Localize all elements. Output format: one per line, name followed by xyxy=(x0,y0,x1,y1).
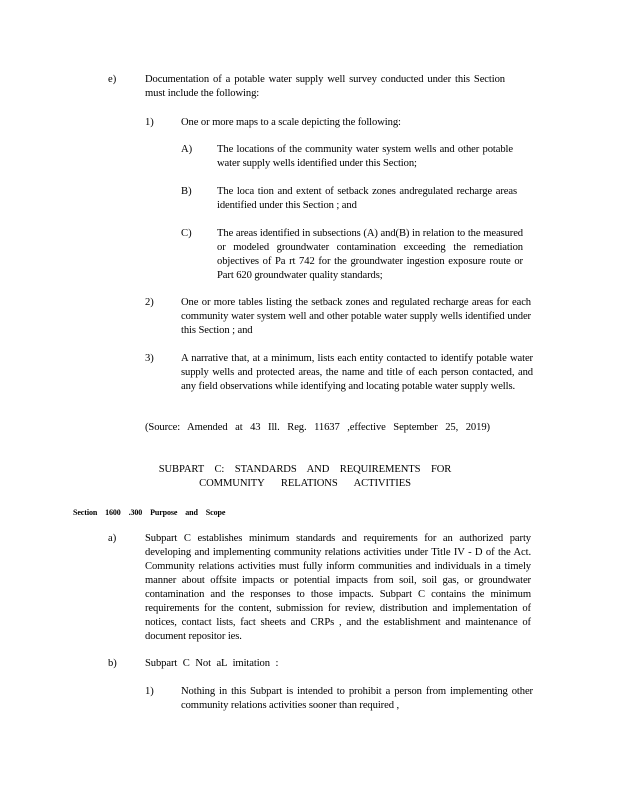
subpart-heading-line1: SUBPART C: STANDARDS AND REQUIREMENTS FOR xyxy=(158,464,452,475)
item-e3-marker: 3) xyxy=(145,353,154,364)
item-e1C-text: The areas identified in subsections (A) and(B) in relation to the measured or modeled groundwater contamination exceeding the remediation objectives of Pa rt 742 for the groundwater ingestion exposure route or Part 620 groundwater quality standards; xyxy=(217,228,523,281)
section-heading: Section 1600 .300 Purpose and Scope xyxy=(73,508,226,517)
item-b1-marker: 1) xyxy=(145,686,154,697)
item-e1A-text: The locations of the community water system wells and other potable water supply wells identified under this Section; xyxy=(217,144,513,169)
item-e3-text: A narrative that, at a minimum, lists each entity contacted to identify potable water supply wells and protected areas, the name and title of each person contacted, and any field observations while identifying and locating potable water supply wells. xyxy=(181,353,533,392)
source-note: (Source: Amended at 43 Ill. Reg. 11637 ,effective September 25, 2019) xyxy=(145,422,490,433)
item-b-text: Subpart C Not aL imitation : xyxy=(145,658,279,669)
item-e1A-marker: A) xyxy=(181,144,193,155)
item-e1B-marker: B) xyxy=(181,186,192,197)
item-b1-text: Nothing in this Subpart is intended to prohibit a person from implementing other community relations activities sooner than required , xyxy=(181,686,533,711)
item-e1-text: One or more maps to a scale depicting the following: xyxy=(181,117,401,128)
item-e1C-marker: C) xyxy=(181,228,192,239)
item-e-marker: e) xyxy=(108,74,117,85)
item-a-text: Subpart C establishes minimum standards and requirements for an authorized party developing and implementing community relations activities under Title IV - D of the Act. Community relations activities must fully inform communities and individuals in a timely manner about offsite impacts or potential impacts from soil, soil gas, or groundwater contamination and the responses to those impacts. Subpart C contains the minimum requirements for the content, submission for review, distribution and implementation of notices, contact lists, fact sheets and CRPs , and the establishment and maintenance of document repositor ies. xyxy=(145,533,531,642)
subpart-heading-line2: COMMUNITY RELATIONS ACTIVITIES xyxy=(199,478,411,489)
item-e1-marker: 1) xyxy=(145,117,154,128)
item-e2-text: One or more tables listing the setback zones and regulated recharge areas for each community water system well and other potable water supply wells identified under this Section ; and xyxy=(181,297,531,336)
item-e-text: Documentation of a potable water supply well survey conducted under this Section must include the following: xyxy=(145,74,505,99)
item-b-marker: b) xyxy=(108,658,117,669)
item-e1B-text: The loca tion and extent of setback zones andregulated recharge areas identified under this Section ; and xyxy=(217,186,517,211)
item-a-marker: a) xyxy=(108,533,117,544)
item-e2-marker: 2) xyxy=(145,297,154,308)
